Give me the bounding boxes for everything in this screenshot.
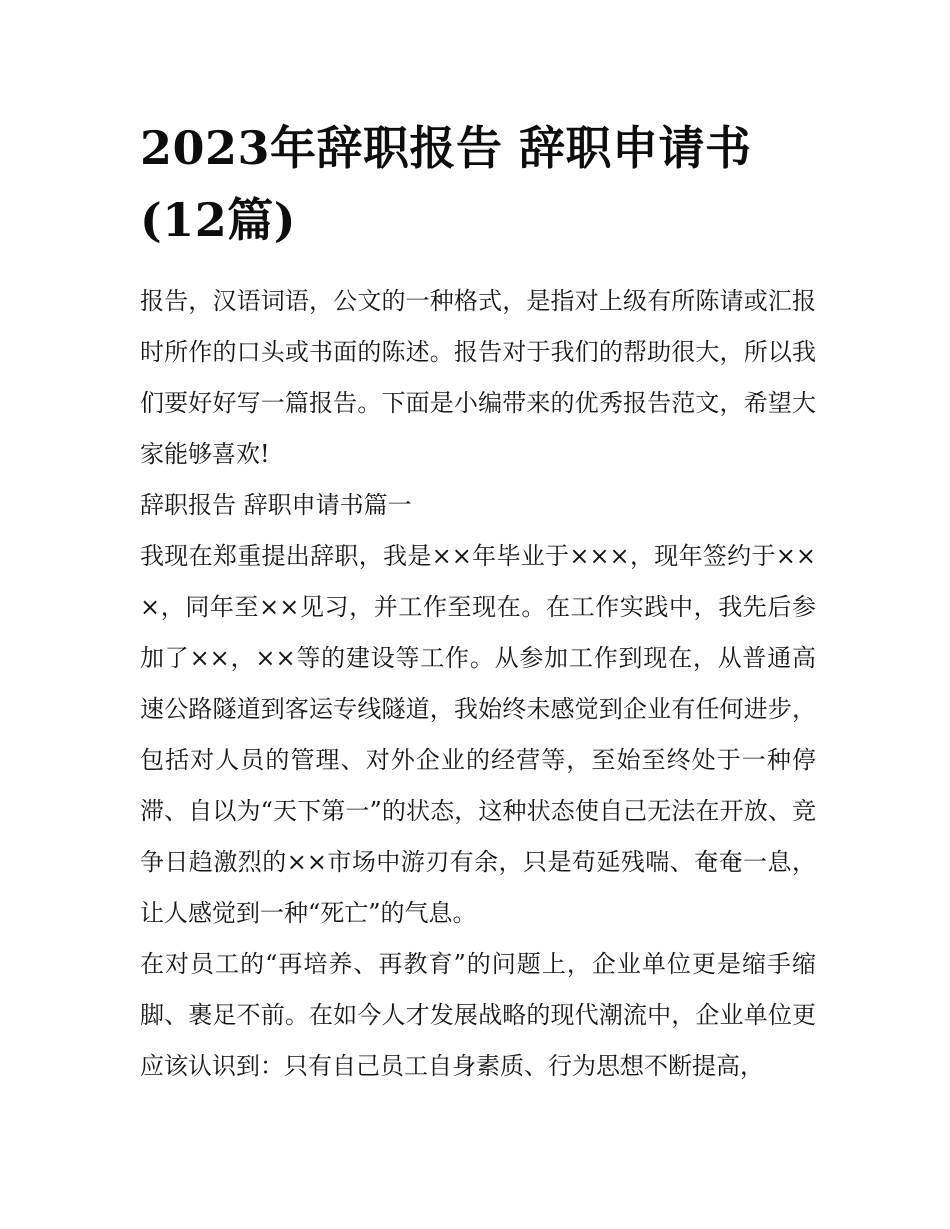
section-heading: 辞职报告 辞职申请书篇一 [140, 491, 412, 519]
document-title: 2023年辞职报告 辞职申请书(12篇) [140, 121, 752, 247]
body-paragraph: 我现在郑重提出辞职，我是××年毕业于×××，现年签约于×××，同年至××见习，并工作至现在。在工作实践中，我先后参加了××，××等的建设等工作。从参加工作到现在，从普通高速公路隧道到客运专线隧道，我始终未感觉到企业有任何进步，包括对人员的管理、对外企业的经营等，至始至终处于一种停滞、自以为“天下第一”的状态，这种状态使自己无法在开放、竞争日趋激烈的××市场中游刃有余，只是苟延残喘、奄奄一息，让人感觉到一种“死亡”的气息。 [140, 542, 816, 927]
body-paragraph: 在对员工的“再培养、再教育”的问题上，企业单位更是缩手缩脚、裹足不前。在如今人才发展战略的现代潮流中，企业单位更应该认识到：只有自己员工自身素质、行为思想不断提高， [140, 950, 816, 1080]
document-body [140, 276, 816, 1092]
intro-paragraph: 报告，汉语词语，公文的一种格式，是指对上级有所陈请或汇报时所作的口头或书面的陈述。报告对于我们的帮助很大，所以我们要好好写一篇报告。下面是小编带来的优秀报告范文，希望大家能够喜欢! [140, 287, 816, 468]
